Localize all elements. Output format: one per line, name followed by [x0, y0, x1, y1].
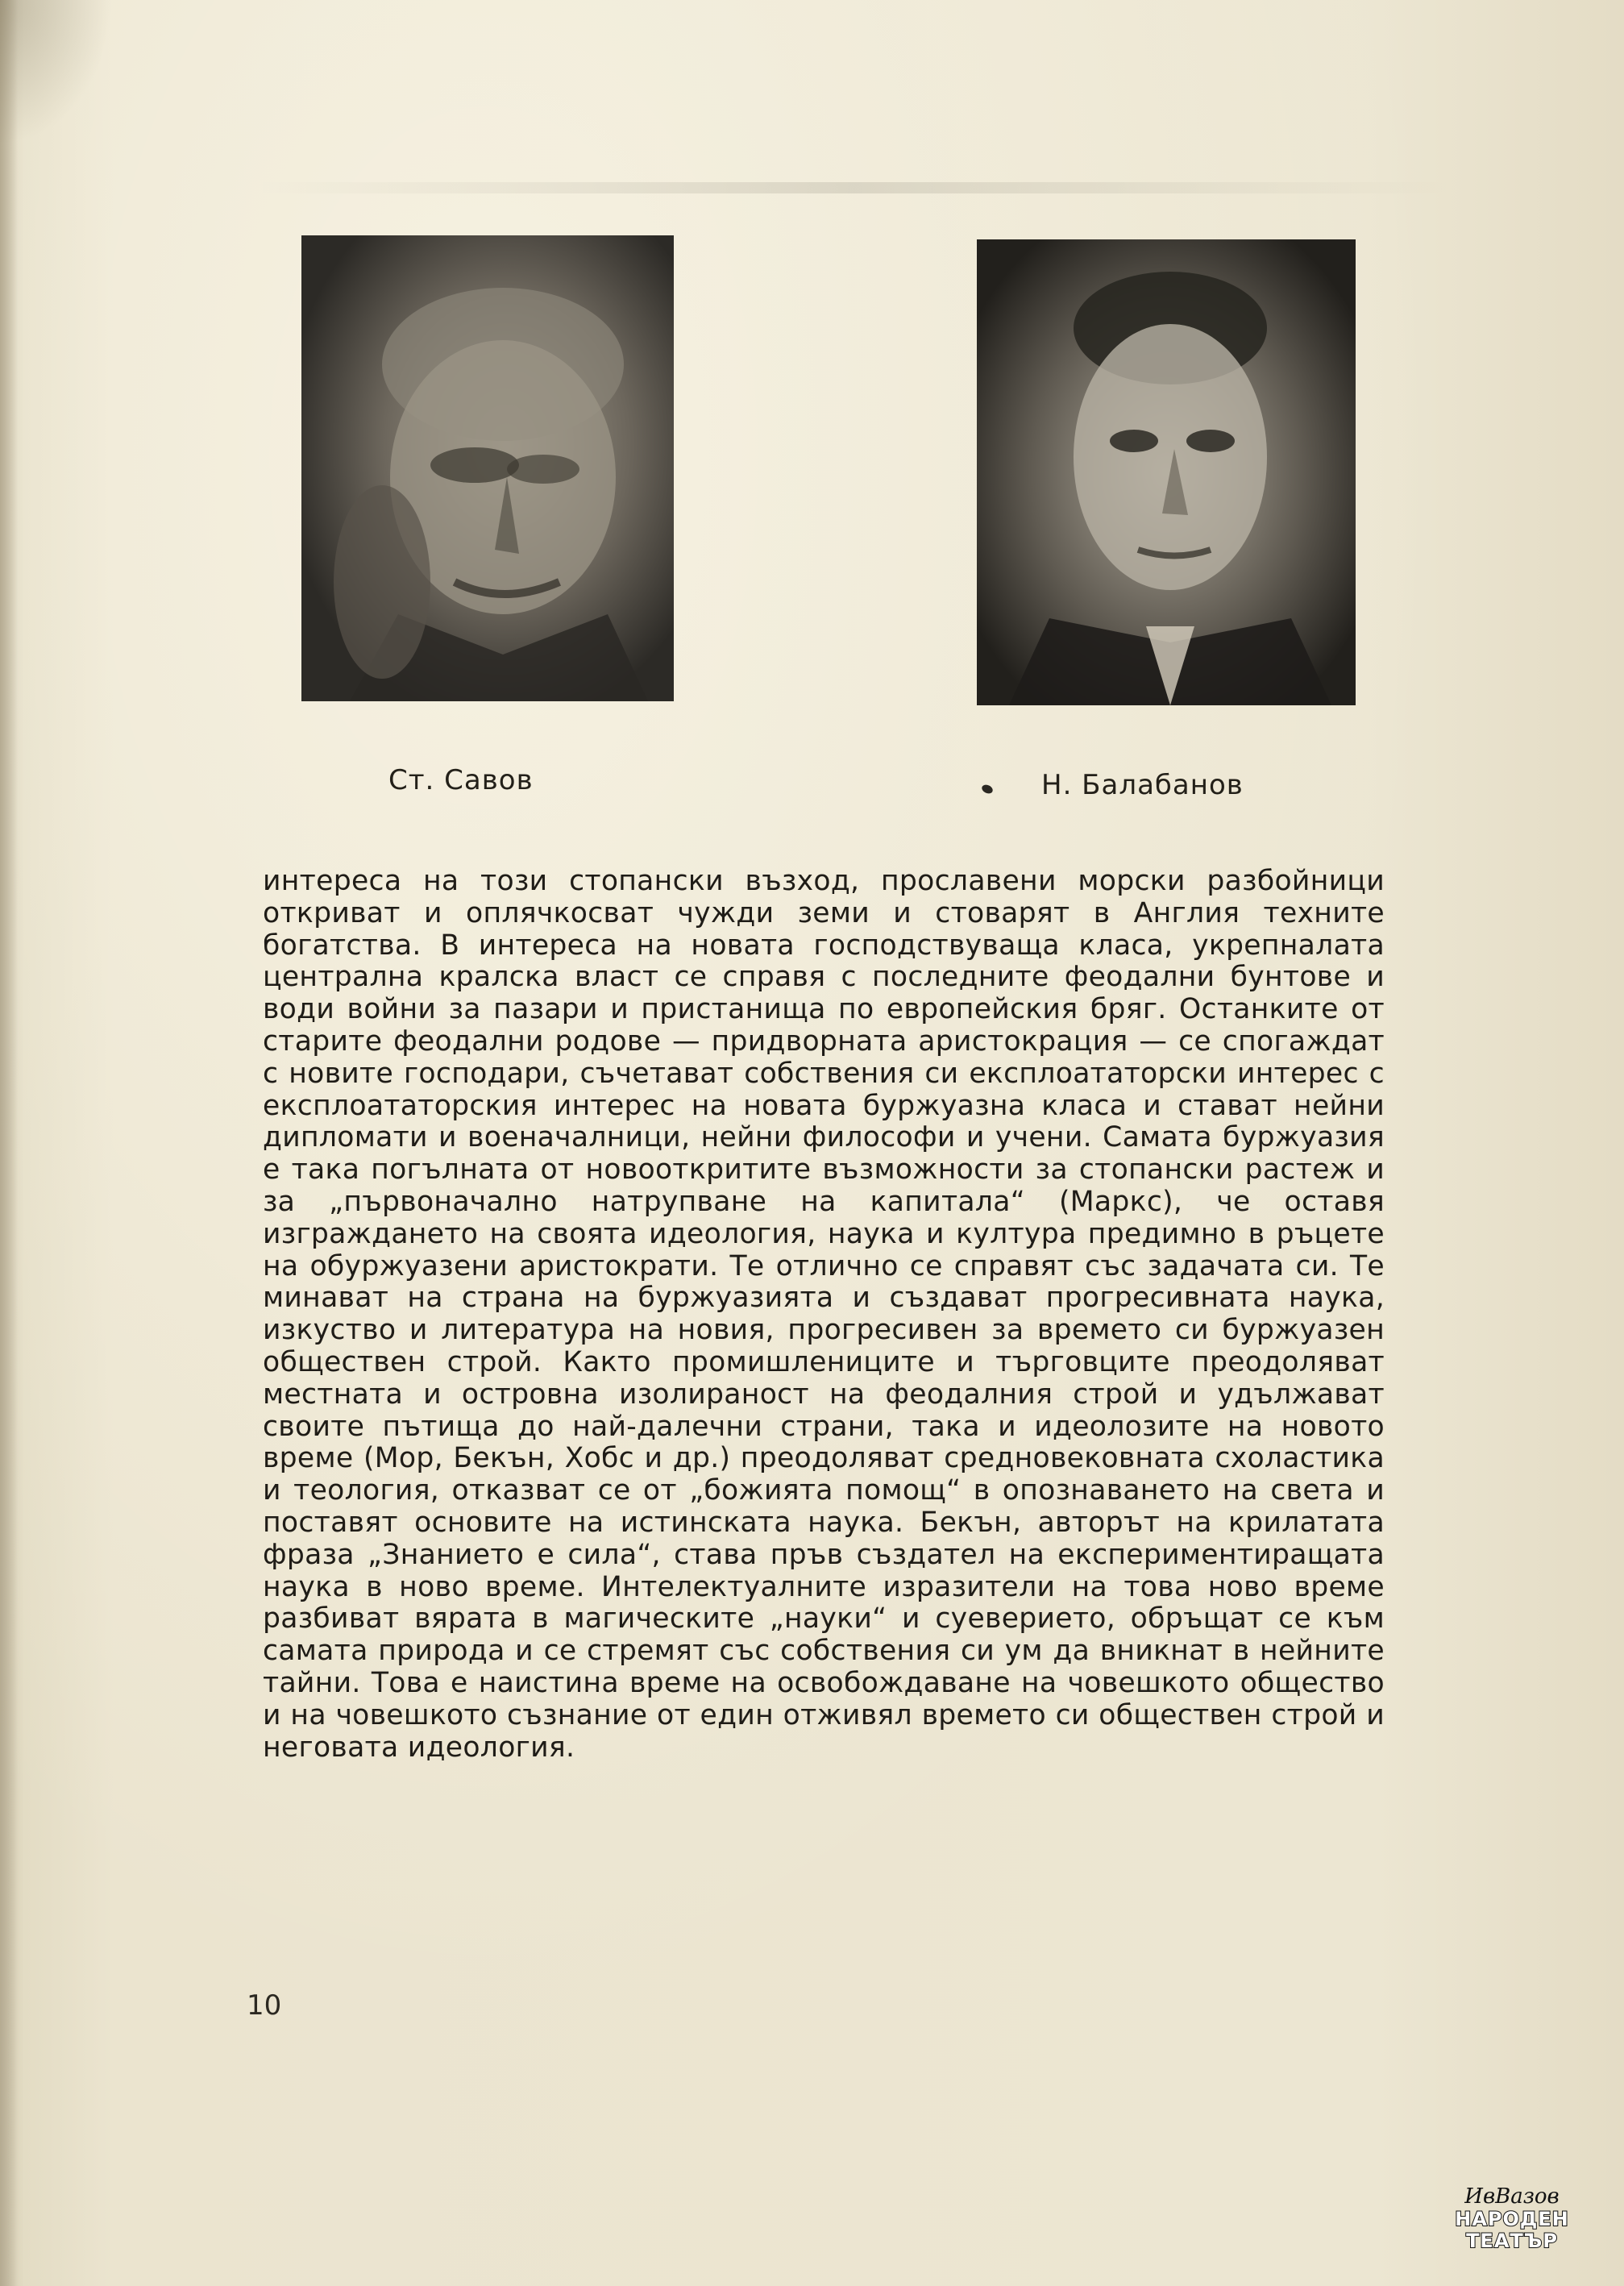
- logo-script: ИвВазов: [1464, 2184, 1560, 2209]
- caption-savov: Ст. Савов: [388, 764, 534, 796]
- ink-mark: [981, 783, 995, 796]
- page-corner-stain: [0, 0, 113, 145]
- page-spine-shadow: [0, 0, 18, 2286]
- body-paragraph: интереса на този стопански възход, прославени морски разбойници откриват и оплячкосват чужди земи и стоварят в Англия техните богатства. В интереса на новата господствуваща класа, укрепналата централна кралска власт се справя с последните феодални бунтове и води войни за пазари и пристанища по европейския бряг. Останките от старите феодални родове — придворната аристокрация — се спогаждат с новите господари, съчетават собствения си експлоататорски интерес с експлоататорския интерес на новата буржуазна класа и стават нейни дипломати и военачалници, нейни философи и учени. Самата буржуазия е така погълната от новооткритите възможности за стопански растеж и за „първоначално натрупване на капитала“ (Маркс), че оставя изграждането на своята идеология, наука и култура предимно в ръцете на обуржуазени аристократи. Те отлично се справят със задачата си. Те минават на страна на буржуазията и създават прогресивната наука, изкуство и литература на новия, прогресивен за времето си буржуазен обществен строй. Както промишлениците и търговците преодоляват местната и островна изолираност на феодалния строй и удължават своите пътища до най-далечни страни, така и идеолозите на новото време (Мор, Бекън, Хобс и др.) преодоляват средновековната схоластика и теология, отказват се от „божията помощ“ в опознаването на света и поставят основите на истинската наука. Бекън, авторът на крилатата фраза „Знанието е сила“, става пръв създател на експериментиращата наука в ново време. Интелектуалните изразители на това ново време разбиват вярата в магическите „науки“ и суеверието, обръщат се към самата природа и се стремят със собствения си ум да вникнат в нейните тайни. Това е наистина време на освобождаване на човешкото общество и на човешкото съзнание от един отживял времето си обществен строй и неговата идеология.: [263, 865, 1385, 1764]
- portrait-balabanov-photo: [977, 239, 1356, 705]
- show-through-line: [258, 182, 1451, 193]
- logo-line-1: НАРОДЕН: [1455, 2208, 1569, 2230]
- caption-balabanov: Н. Балабанов: [1041, 769, 1244, 801]
- national-theatre-logo: [1447, 2184, 1576, 2267]
- page-number: 10: [247, 1989, 282, 2022]
- logo-line-2: ТЕАТЪР: [1466, 2230, 1558, 2252]
- portrait-savov-photo: [301, 235, 674, 701]
